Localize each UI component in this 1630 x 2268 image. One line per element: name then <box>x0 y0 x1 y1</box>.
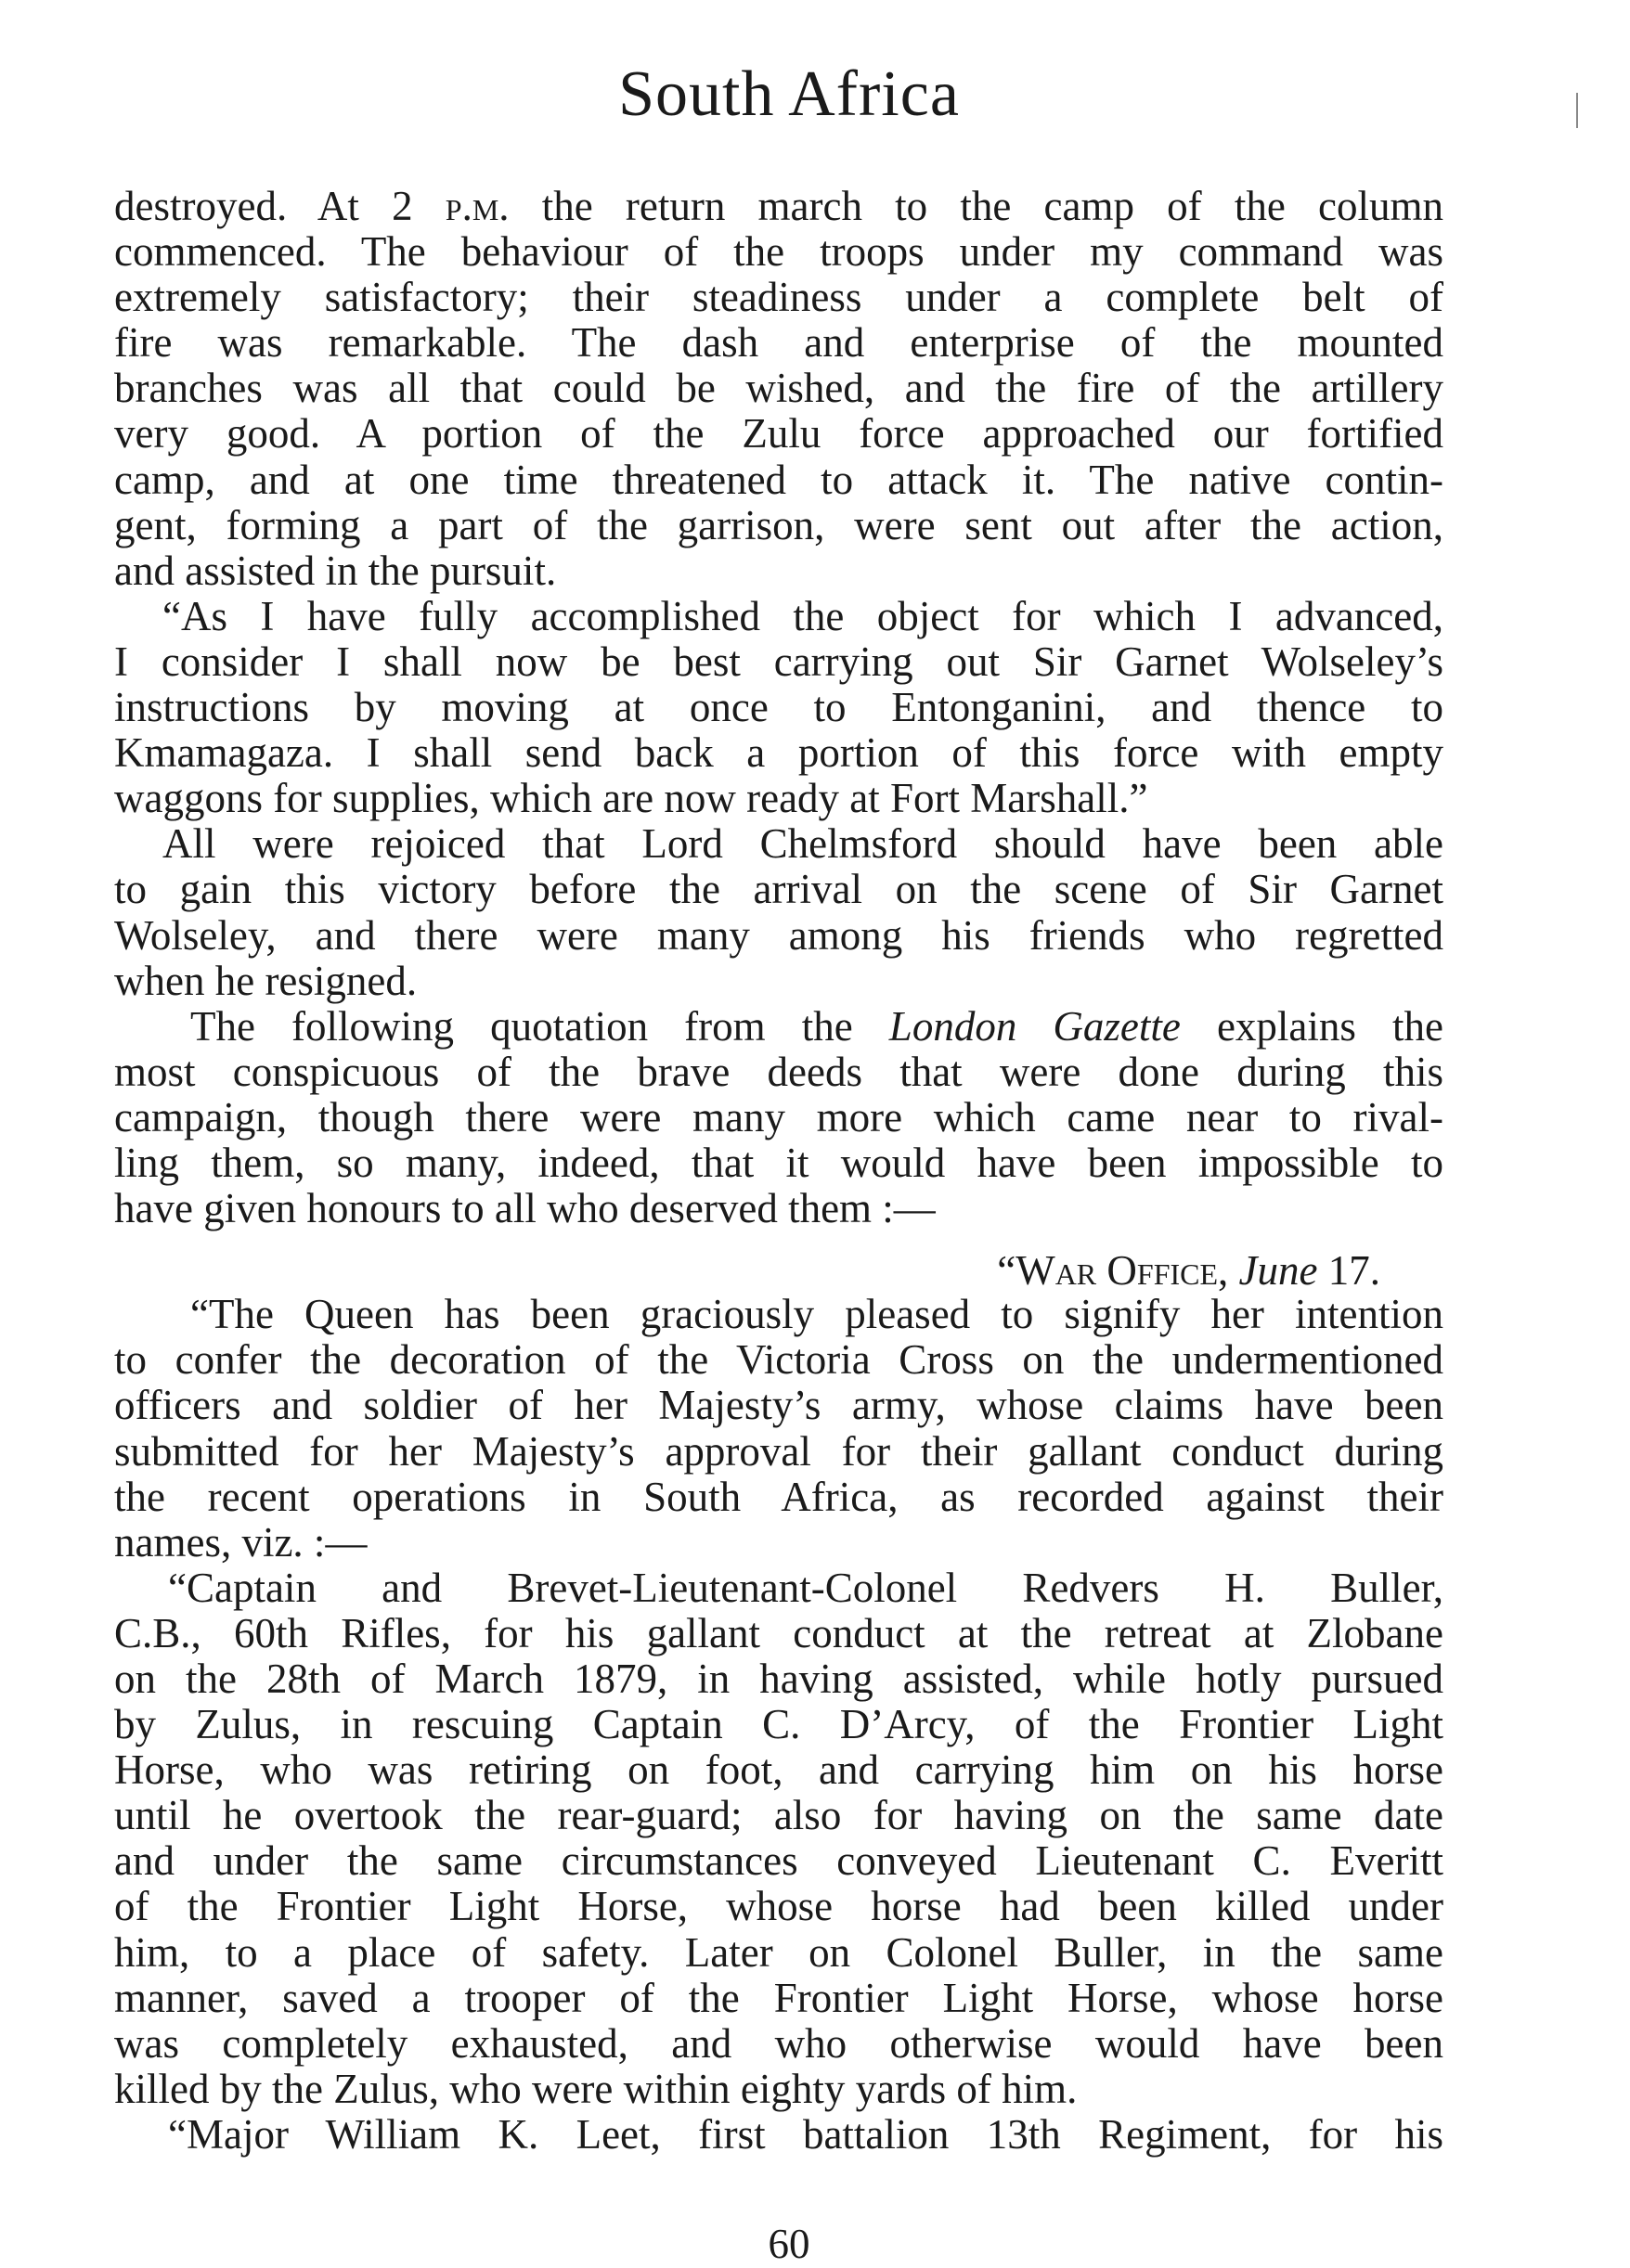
text-segment: and under the same circumstances conveyed Lieutenant C. Everitt <box>114 1837 1443 1885</box>
text-line <box>114 1292 1443 1337</box>
text-line <box>114 2021 1443 2067</box>
text-line <box>114 2067 1443 2112</box>
text-line <box>114 1793 1443 1838</box>
text-line <box>114 184 1443 229</box>
text-line <box>114 730 1443 776</box>
scan-mark <box>1576 93 1578 128</box>
dateline <box>114 1248 1443 1294</box>
text-line <box>114 594 1443 639</box>
text-line <box>114 1930 1443 1976</box>
text-segment: names, viz. :— <box>114 1518 368 1566</box>
text-line <box>114 1475 1443 1520</box>
text-line <box>114 457 1443 503</box>
text-segment: officers and soldier of her Majesty’s army, whose claims have been <box>114 1382 1443 1429</box>
text-segment: ling them, so many, indeed, that it would have been impossible to <box>114 1139 1443 1186</box>
text-segment: commenced. The behaviour of the troops under my command was <box>114 228 1443 276</box>
text-line <box>114 1566 1443 1611</box>
text-line <box>114 366 1443 411</box>
text-segment: the return march to the camp of the column <box>509 183 1443 229</box>
text-segment: have given honours to all who deserved them :— <box>114 1185 936 1232</box>
text-line <box>114 867 1443 912</box>
text-line <box>114 639 1443 685</box>
text-line <box>114 1429 1443 1475</box>
text-line <box>114 1976 1443 2021</box>
text-line <box>114 1095 1443 1140</box>
text-segment: The following quotation from the <box>190 1002 889 1050</box>
text-segment: gent, forming a part of the garrison, were sent out after the action, <box>114 501 1443 548</box>
text-segment: by Zulus, in rescuing Captain C. D’Arcy, of the Frontier Light <box>114 1701 1443 1748</box>
text-line <box>114 913 1443 959</box>
text-segment: “The Queen has been graciously pleased to signify her intention <box>190 1291 1443 1338</box>
text-line <box>114 1050 1443 1095</box>
text-line <box>114 1520 1443 1566</box>
text-line <box>114 320 1443 366</box>
text-segment: submitted for her Majesty’s approval for their gallant conduct during <box>114 1427 1443 1475</box>
text-segment: when he resigned. <box>114 957 418 1004</box>
text-line <box>114 1383 1443 1428</box>
text-segment: branches was all that could be wished, and the fire of the artillery <box>114 365 1443 412</box>
text-line <box>114 1702 1443 1747</box>
text-line <box>114 1611 1443 1656</box>
text-line <box>114 548 1443 594</box>
text-segment: killed by the Zulus, who were within eighty yards of him. <box>114 2065 1078 2112</box>
text-line <box>114 685 1443 730</box>
text-line <box>114 1838 1443 1884</box>
text-segment: very good. A portion of the Zulu force approached our fortified <box>114 410 1443 457</box>
text-line <box>114 503 1443 548</box>
text-line <box>114 229 1443 275</box>
text-segment: to confer the decoration of the Victoria Cross on the undermentioned <box>114 1336 1443 1384</box>
text-line <box>114 275 1443 320</box>
text-segment: C.B., 60th Rifles, for his gallant conduct at the retreat at Zlobane <box>114 1609 1443 1656</box>
text-line <box>114 1186 1443 1231</box>
text-segment: Wolseley, and there were many among his friends who regretted <box>114 911 1443 959</box>
text-segment: until he overtook the rear-guard; also for having on the same date <box>114 1792 1443 1839</box>
text-segment: manner, saved a trooper of the Frontier Light Horse, whose horse <box>114 1974 1443 2021</box>
text-segment: extremely satisfactory; their steadiness under a complete belt of <box>114 274 1443 321</box>
text-segment: of the Frontier Light Horse, whose horse had been killed under <box>114 1883 1443 1930</box>
text-line <box>114 2112 1443 2158</box>
text-segment: Horse, who was retiring on foot, and carrying him on his horse <box>114 1746 1443 1794</box>
text-segment: was completely exhausted, and who otherwise would have been <box>114 2019 1443 2067</box>
text-segment: explains the <box>1180 1002 1443 1050</box>
body-text <box>114 184 1443 2158</box>
page-number: 60 <box>768 2221 810 2267</box>
italic-text: London Gazette <box>888 1002 1181 1050</box>
text-segment: “Captain and Brevet-Lieutenant-Colonel Redvers H. Buller, <box>168 1564 1443 1611</box>
text-line <box>114 1747 1443 1793</box>
text-segment: instructions by moving at once to Entonganini, and thence to <box>114 684 1443 731</box>
page-title: South Africa <box>618 58 960 130</box>
text-line <box>114 959 1443 1004</box>
text-segment: I consider I shall now be best carrying out Sir Garnet Wolseley’s <box>114 638 1443 685</box>
text-segment: most conspicuous of the brave deeds that were done during this <box>114 1048 1443 1095</box>
text-line <box>114 776 1443 821</box>
text-segment: the recent operations in South Africa, as recorded against their <box>114 1473 1443 1520</box>
text-segment: on the 28th of March 1879, in having assisted, while hotly pursued <box>114 1656 1443 1702</box>
text-segment: 17. <box>1317 1247 1380 1295</box>
text-line <box>114 1884 1443 1929</box>
text-segment: “Major William K. Leet, first battalion 13th Regiment, for his <box>168 2110 1443 2158</box>
text-line <box>114 1337 1443 1383</box>
text-segment: waggons for supplies, which are now ready at Fort Marshall.” <box>114 775 1148 822</box>
text-segment: and assisted in the pursuit. <box>114 547 557 594</box>
small-caps-text: p.m. <box>445 183 510 229</box>
text-line <box>114 411 1443 457</box>
small-caps-text: “War Office, <box>997 1247 1239 1295</box>
text-segment: Kmamagaza. I shall send back a portion of this force with empty <box>114 729 1443 777</box>
text-segment: “As I have fully accomplished the object for which I advanced, <box>162 592 1443 639</box>
text-segment: to gain this victory before the arrival on the scene of Sir Garnet <box>114 866 1443 913</box>
text-line <box>114 821 1443 867</box>
text-segment: destroyed. At 2 <box>114 183 446 229</box>
text-segment: camp, and at one time threatened to attack it. The native contin- <box>114 456 1443 503</box>
text-line <box>114 1656 1443 1702</box>
text-segment: campaign, though there were many more which came near to rival- <box>114 1093 1443 1140</box>
text-segment: All were rejoiced that Lord Chelmsford should have been able <box>162 820 1443 868</box>
italic-text: June <box>1238 1247 1318 1295</box>
text-segment: fire was remarkable. The dash and enterprise of the mounted <box>114 319 1443 367</box>
text-line <box>114 1004 1443 1050</box>
text-line <box>114 1140 1443 1186</box>
text-segment: him, to a place of safety. Later on Colonel Buller, in the same <box>114 1928 1443 1976</box>
